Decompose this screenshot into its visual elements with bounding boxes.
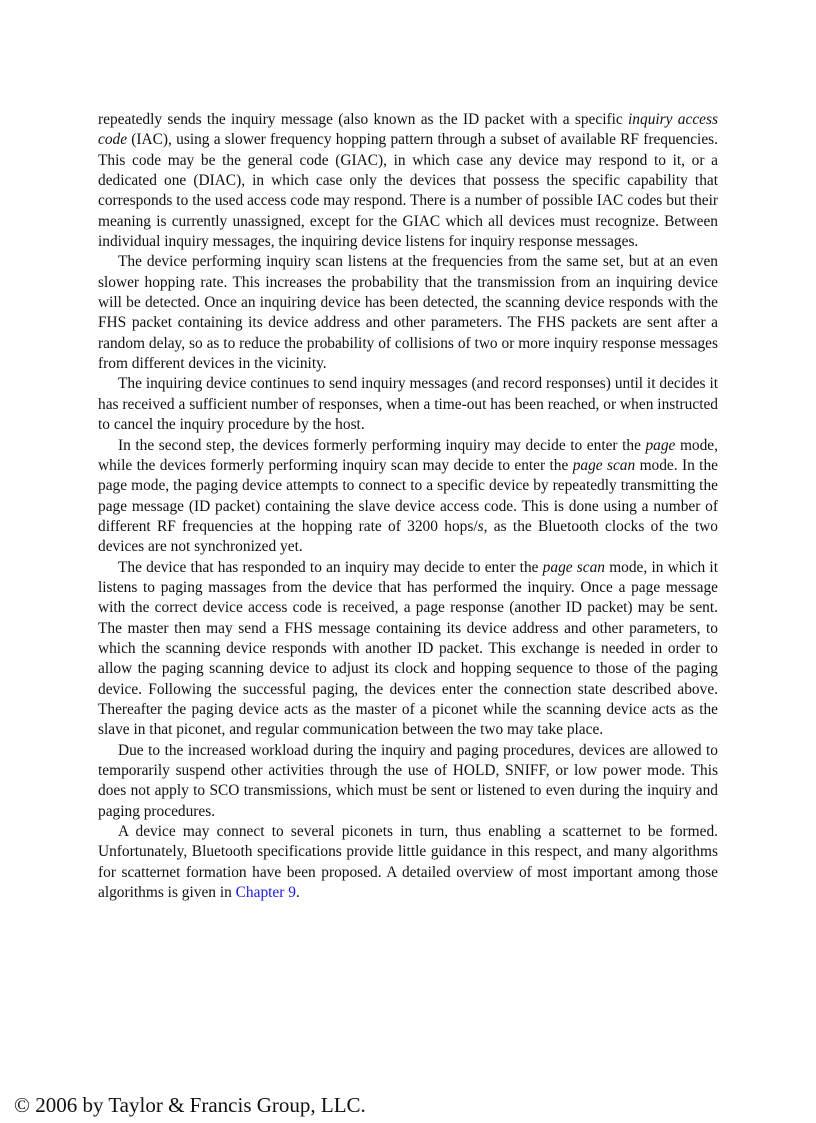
paragraph-inquiry-continue: The inquiring device continues to send inquiry messages (and record responses) until it decides it has received a sufficient number of responses, when a time-out has been reached, or when instructed to cancel the inquiry procedure by the host. [98, 375, 718, 434]
paragraph-inquiry-scan: The device performing inquiry scan listens at the frequencies from the same set, but at an even slower hopping rate. This increases the probability that the transmission from an inquiring device will be detected. Once an inquiring device has been detected, the scanning device responds with the FHS packet containing its device address and other parameters. The FHS packets are sent after a random delay, so as to reduce the probability of collisions of two or more inquiry response messages from different devices in the vicinity. [98, 253, 718, 373]
paragraph-page-scan: The device that has responded to an inquiry may decide to enter the page scan mode, in which it listens to paging massages from the device that has performed the inquiry. Once a page message with the correct device access code is received, a page response (another ID packet) may be sent. The master then may send a FHS message containing its device address and other parameters, to which the scanning device responds with another ID packet. This exchange is needed in order to allow the paging scanning device to adjust its clock and hopping sequence to those of the paging device. Following the successful paging, the devices enter the connection state described above. Thereafter the paging device acts as the master of a piconet while the scanning device acts as the slave in that piconet, and regular communication between the two may take place. [98, 558, 718, 739]
chapter-9-link[interactable]: Chapter 9 [235, 884, 296, 902]
page-body [98, 110, 718, 903]
copyright-footer: © 2006 by Taylor & Francis Group, LLC. [14, 1093, 366, 1117]
paragraph-scatternet: A device may connect to several piconets in turn, thus enabling a scatternet to be formed. Unfortunately, Bluetooth specifications provide little guidance in this respect, and many algorithms for scatternet formation have been proposed. A detailed overview of most important among those algorithms is given in Chapter 9. [98, 823, 718, 902]
paragraph-page-mode: In the second step, the devices formerly performing inquiry may decide to enter the page mode, while the devices formerly performing inquiry scan may decide to enter the page scan mode. In the page mode, the paging device attempts to connect to a specific device by repeatedly transmitting the page message (ID packet) containing the slave device access code. This is done using a number of different RF frequencies at the hopping rate of 3200 hops/s, as the Bluetooth clocks of the two devices are not synchronized yet. [98, 436, 718, 556]
paragraph-inquiry-message: repeatedly sends the inquiry message (also known as the ID packet with a specific inquiry access code (IAC), using a slower frequency hopping pattern through a subset of available RF frequencies. This code may be the general code (GIAC), in which case any device may respond to it, or a dedicated one (DIAC), in which case only the devices that possess the specific capability that corresponds to the used access code may respond. There is a number of possible IAC codes but their meaning is currently unassigned, except for the GIAC which all devices must recognize. Between individual inquiry messages, the inquiring device listens for inquiry response messages. [98, 111, 718, 251]
paragraph-workload: Due to the increased workload during the inquiry and paging procedures, devices are allowed to temporarily suspend other activities through the use of HOLD, SNIFF, or low power mode. This does not apply to SCO transmissions, which must be sent or listened to even during the inquiry and paging procedures. [98, 741, 718, 820]
